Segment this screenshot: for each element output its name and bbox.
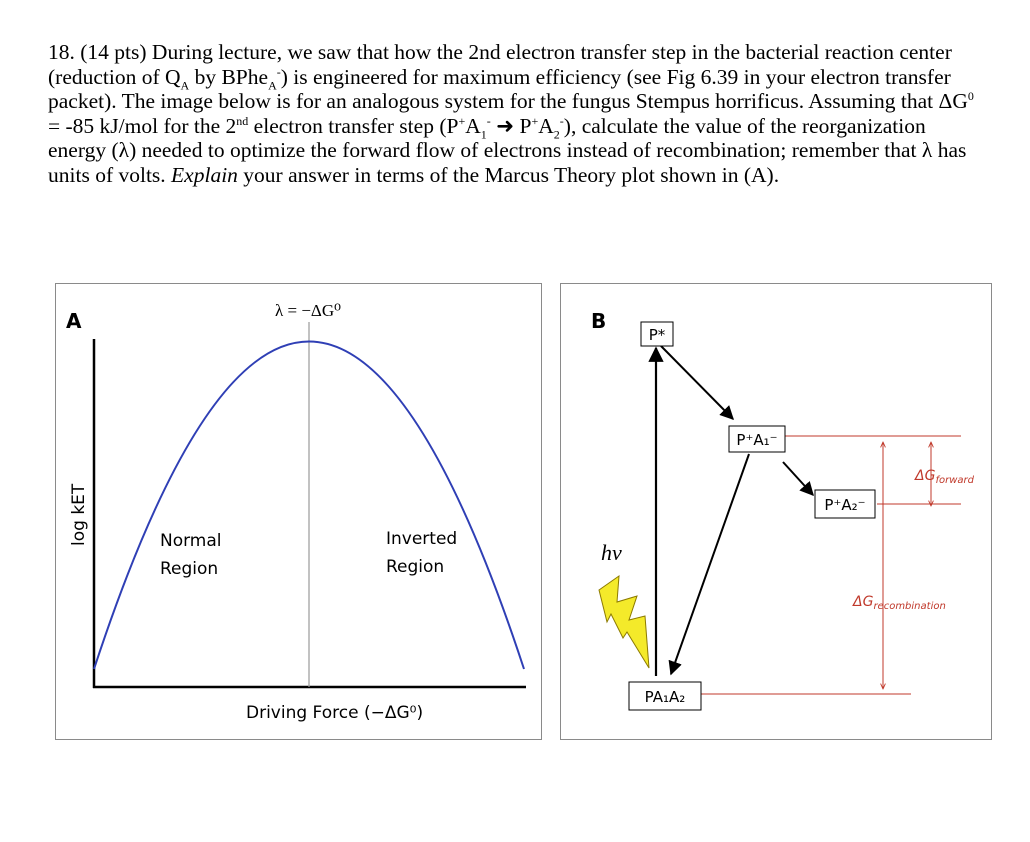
dg-forward-label: $\Delta G_{forward}$ xyxy=(915,468,974,486)
normal-region-label-2: Region xyxy=(160,559,219,579)
panel-a-marcus-plot xyxy=(55,283,542,740)
x-axis-label: Driving Force (−ΔG⁰) xyxy=(246,703,424,723)
panel-b-letter: B xyxy=(591,309,607,333)
pa1-label: P⁺A₁⁻ xyxy=(736,431,778,449)
lightning-bolt-icon xyxy=(599,576,649,668)
pa1-to-pa2-arrow xyxy=(783,462,813,495)
question-text: 18. (14 pts) During lecture, we saw that how the 2nd electron transfer step in the bacterial reaction center (reduction of $Q_A$ by BPhe$_A$-) is engineered for maximum efficiency (see Fig 6.39 in your electron transfer packet). The image below is for an analogous system for the fungus Stempus horrificus. Assuming that $\Delta G^0 = -85$ kJ/mol for the 2nd electron transfer step ($P^+A_1^-$ ➜ $P^+A_2^-$), calculate the value of the reorganization energy (λ) needed to optimize the forward flow of electrons instead of recombination; remember that λ has units of volts. Explain your answer in terms of the Marcus Theory plot shown in (A). xyxy=(48,40,974,187)
question-points: (14 pts) xyxy=(80,40,147,64)
pstar-label: P* xyxy=(648,326,666,344)
y-axis-label: log kET xyxy=(69,483,89,546)
energy-diagram-svg xyxy=(561,284,991,739)
question-number: 18. xyxy=(48,40,75,64)
pstar-to-pa1-arrow xyxy=(661,346,733,419)
inverted-region-label-1: Inverted xyxy=(386,529,458,549)
lambda-label: λ = −ΔG⁰ xyxy=(275,301,341,320)
marcus-plot-svg xyxy=(56,284,541,739)
ground-state-label: PA₁A₂ xyxy=(644,688,686,706)
dg-recombination-label: $\Delta G_{recombination}$ xyxy=(853,594,946,612)
pa2-label: P⁺A₂⁻ xyxy=(824,496,866,514)
explain-emphasis: Explain xyxy=(171,162,238,187)
recombination-arrow xyxy=(671,454,749,674)
hv-label: hν xyxy=(601,540,622,565)
inverted-region-label-2: Region xyxy=(386,557,445,577)
panel-b-energy-diagram xyxy=(560,283,992,740)
normal-region-label-1: Normal xyxy=(160,531,222,551)
panel-a-letter: A xyxy=(66,309,82,333)
